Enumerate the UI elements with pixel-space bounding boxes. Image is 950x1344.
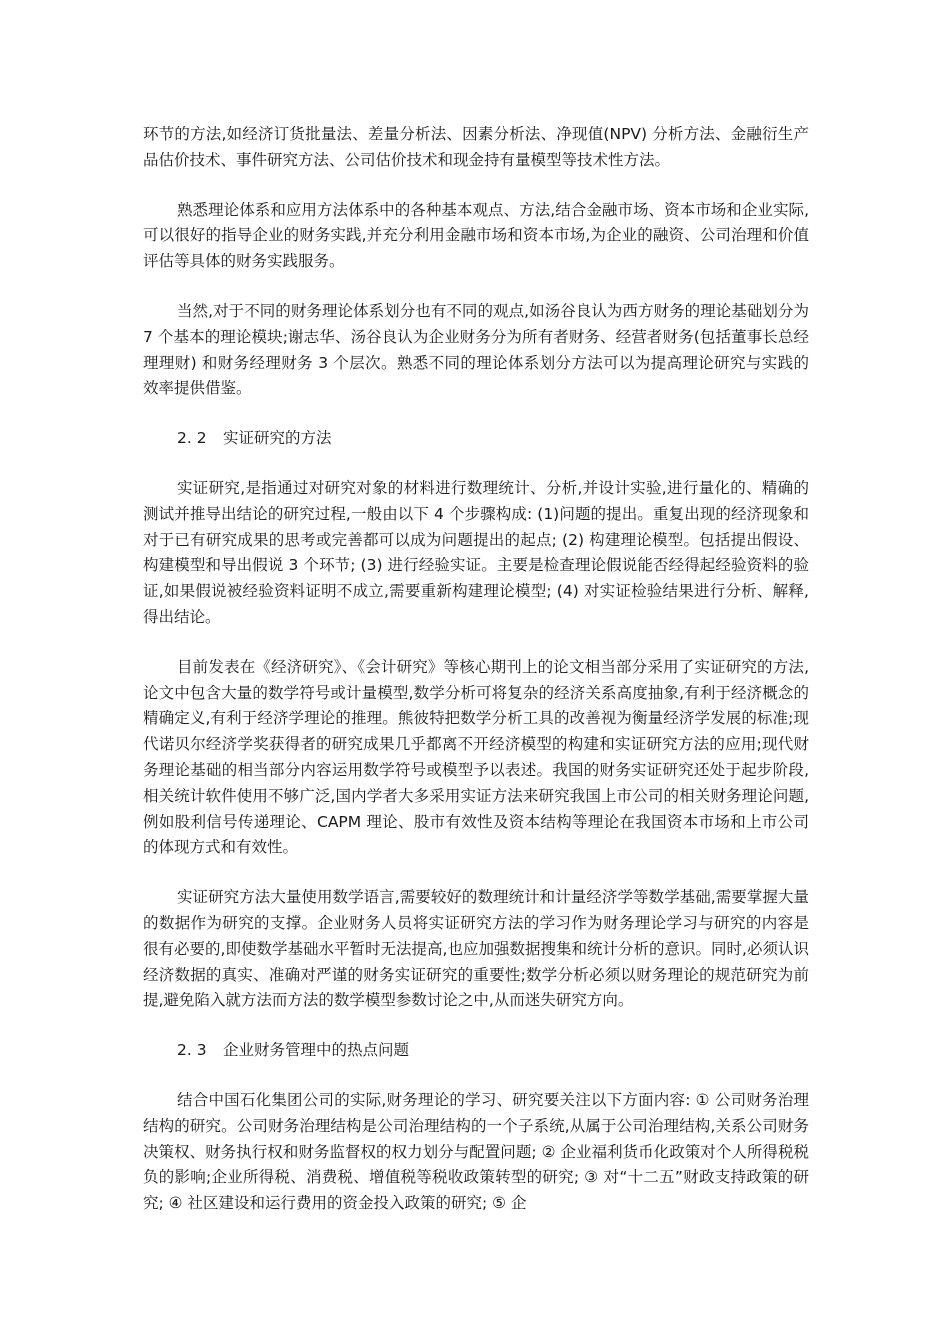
paragraph-2: 熟悉理论体系和应用方法体系中的各种基本观点、方法,结合金融市场、资本市场和企业实际,可以很好的指导企业的财务实践,并充分利用金融市场和资本市场,为企业的融资、公司治理和价值评估等具体的财务实践服务。 xyxy=(143,200,809,271)
section-title: 企业财务管理中的热点问题 xyxy=(223,1041,410,1060)
section-number: 2. 3 xyxy=(177,1041,207,1060)
section-heading-2-2 xyxy=(143,426,809,452)
paragraph-7: 结合中国石化集团公司的实际,财务理论的学习、研究要关注以下方面内容: ① 公司财务治理结构的研究。公司财务治理结构是公司治理结构的一个子系统,从属于公司治理结构,关系公司财务决策权、财务执行权和财务监督权的权力划分与配置问题; ② 企业福利货币化政策对个人所得税税负的影响;企业所得税、消费税、增值税等税收政策转型的研究; ③ 对“十二五”财政支持政策的研究; ④ 社区建设和运行费用的资金投入政策的研究; ⑤ 企 xyxy=(143,1090,809,1213)
paragraph-5: 目前发表在《经济研究》、《会计研究》等核心期刊上的论文相当部分采用了实证研究的方法,论文中包含大量的数学符号或计量模型,数学分析可将复杂的经济关系高度抽象,有利于经济概念的精确定义,有利于经济学理论的推理。熊彼特把数学分析工具的改善视为衡量经济学发展的标准;现代诺贝尔经济学奖获得者的研究成果几乎都离不开经济模型的构建和实证研究方法的应用;现代财务理论基础的相当部分内容运用数学符号或模型予以表述。我国的财务实证研究还处于起步阶段,相关统计软件使用不够广泛,国内学者大多采用实证方法来研究我国上市公司的相关财务理论问题,例如股利信号传递理论、CAPM 理论、股市有效性及资本结构等理论在我国资本市场和上市公司的体现方式和有效性。 xyxy=(143,657,809,857)
section-heading-2-3 xyxy=(143,1038,809,1064)
paragraph-4: 实证研究,是指通过对研究对象的材料进行数理统计、分析,并设计实验,进行量化的、精确的测试并推导出结论的研究过程,一般由以下 4 个步骤构成: (1)问题的提出。重复出现的经济现象和对于已有研究成果的思考或完善都可以成为问题提出的起点; (2) 构建理论模型。包括提出假设、构建模型和导出假说 3 个环节; (3) 进行经验实证。主要是检查理论假说能否经得起经验资料的验证,如果假说被经验资料证明不成立,需要重新构建理论模型; (4) 对实证检验结果进行分析、解释,得出结论。 xyxy=(143,478,809,626)
paragraph-1: 环节的方法,如经济订货批量法、差量分析法、因素分析法、净现值(NPV) 分析方法、金融衍生产品估价技术、事件研究方法、公司估价技术和现金持有量模型等技术性方法。 xyxy=(143,125,809,169)
section-title: 实证研究的方法 xyxy=(223,429,332,448)
section-number: 2. 2 xyxy=(177,429,207,448)
paragraph-3: 当然,对于不同的财务理论体系划分也有不同的观点,如汤谷良认为西方财务的理论基础划分为 7 个基本的理论模块;谢志华、汤谷良认为企业财务分为所有者财务、经营者财务(包括董事长总经理理财) 和财务经理财务 3 个层次。熟悉不同的理论体系划分方法可以为提高理论研究与实践的效率提供借鉴。 xyxy=(143,301,809,398)
paragraph-6: 实证研究方法大量使用数学语言,需要较好的数理统计和计量经济学等数学基础,需要掌握大量的数据作为研究的支撑。企业财务人员将实证研究方法的学习作为财务理论学习与研究的内容是很有必要的,即使数学基础水平暂时无法提高,也应加强数据搜集和统计分析的意识。同时,必须认识经济数据的真实、准确对严谨的财务实证研究的重要性;数学分析必须以财务理论的规范研究为前提,避免陷入就方法而方法的数学模型参数讨论之中,从而迷失研究方向。 xyxy=(143,888,809,1010)
document-page xyxy=(143,122,809,1241)
